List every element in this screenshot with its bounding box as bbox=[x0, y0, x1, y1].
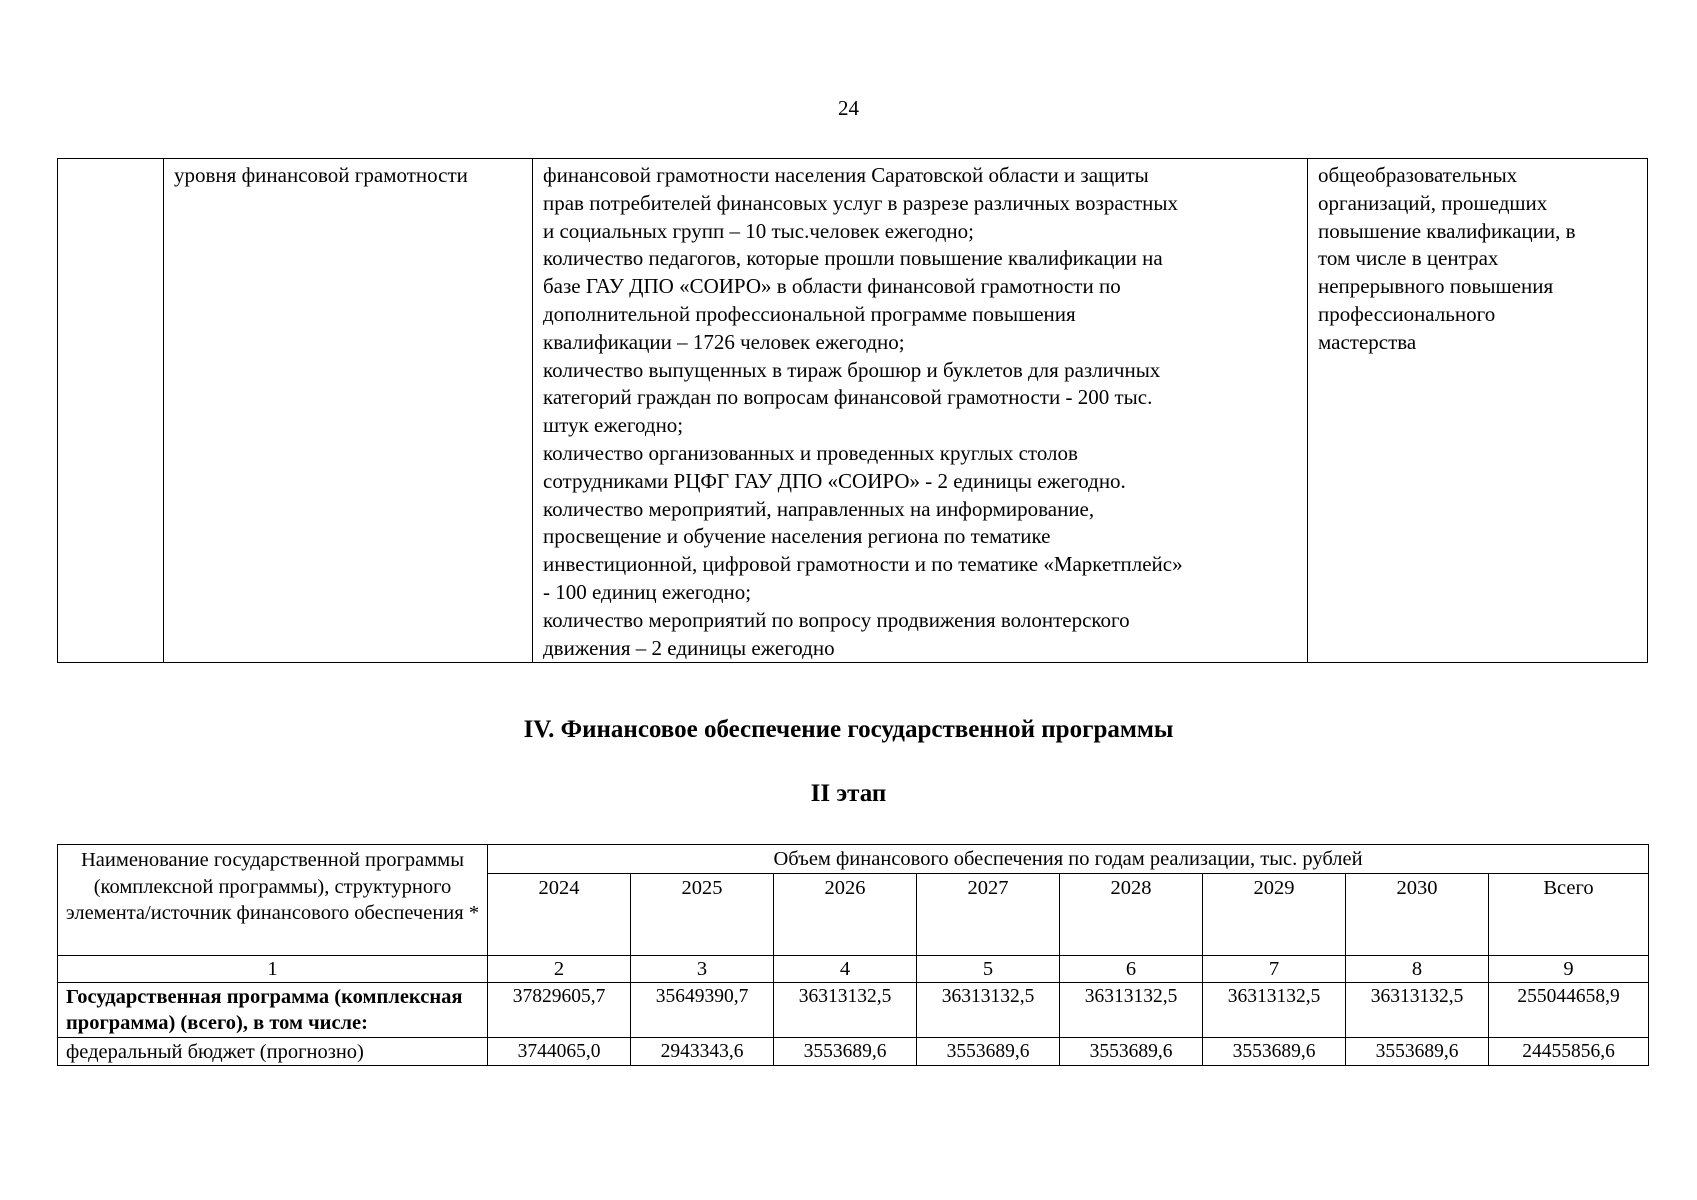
text-line: штук ежегодно; bbox=[543, 413, 684, 438]
year-header: 2024 bbox=[488, 873, 631, 955]
table-cell bbox=[58, 159, 164, 663]
results-cell bbox=[533, 159, 1308, 663]
column-number-row bbox=[58, 955, 1649, 982]
text-line: мастерства bbox=[1318, 329, 1417, 354]
text-line: количество организованных и проведенных круглых столов bbox=[543, 440, 1078, 465]
column-number: 1 bbox=[58, 955, 488, 982]
table-cell: уровня финансовой грамотности bbox=[164, 159, 533, 663]
value-cell: 36313132,5 bbox=[917, 982, 1060, 1037]
value-cell: 3553689,6 bbox=[1346, 1037, 1489, 1066]
row-name: федеральный бюджет (прогнозно) bbox=[58, 1037, 488, 1066]
page-number: 24 bbox=[838, 96, 859, 120]
volume-column-header: Объем финансового обеспечения по годам реализации, тыс. рублей bbox=[488, 845, 1649, 874]
value-cell: 37829605,7 bbox=[488, 982, 631, 1037]
text-line: дополнительной профессиональной программе повышения bbox=[543, 301, 1076, 326]
table-row bbox=[58, 982, 1649, 1037]
value-cell: 36313132,5 bbox=[774, 982, 917, 1037]
value-cell: 3744065,0 bbox=[488, 1037, 631, 1066]
text-line: движения – 2 единицы ежегодно bbox=[543, 635, 835, 660]
year-header: 2027 bbox=[917, 873, 1060, 955]
responsible-cell bbox=[1308, 159, 1648, 663]
text-line: финансовой грамотности населения Саратовской области и защиты bbox=[543, 163, 1149, 187]
text-line: повышение квалификации, в bbox=[1318, 218, 1576, 243]
column-number: 8 bbox=[1346, 955, 1489, 982]
value-cell: 3553689,6 bbox=[774, 1037, 917, 1066]
text-line: количество педагогов, которые прошли повышение квалификации на bbox=[543, 246, 1163, 271]
year-header: 2028 bbox=[1060, 873, 1203, 955]
year-header: 2026 bbox=[774, 873, 917, 955]
text-line: количество выпущенных в тираж брошюр и буклетов для различных bbox=[543, 357, 1161, 382]
text-line: непрерывного повышения bbox=[1318, 274, 1554, 299]
text-line: базе ГАУ ДПО «СОИРО» в области финансовой грамотности по bbox=[543, 274, 1121, 299]
text-line: количество мероприятий по вопросу продвижения волонтерского bbox=[543, 607, 1130, 632]
total-cell: 24455856,6 bbox=[1489, 1037, 1649, 1066]
text-line: организаций, прошедших bbox=[1318, 190, 1548, 215]
total-header: Всего bbox=[1489, 873, 1649, 955]
value-cell: 3553689,6 bbox=[917, 1037, 1060, 1066]
table-row bbox=[58, 159, 1648, 663]
text-line: категорий граждан по вопросам финансовой грамотности - 200 тыс. bbox=[543, 385, 1153, 410]
financing-table bbox=[57, 844, 1649, 1066]
total-cell: 255044658,9 bbox=[1489, 982, 1649, 1037]
text-line: инвестиционной, цифровой грамотности и по тематике «Маркетплейс» bbox=[543, 552, 1183, 577]
text-line: - 100 единиц ежегодно; bbox=[543, 579, 752, 604]
column-number: 2 bbox=[488, 955, 631, 982]
section-title: IV. Финансовое обеспечение государственной программы bbox=[523, 716, 1174, 743]
text-line: прав потребителей финансовых услуг в разрезе различных возрастных bbox=[543, 190, 1179, 215]
column-number: 9 bbox=[1489, 955, 1649, 982]
table-header-row bbox=[58, 845, 1649, 874]
year-header: 2029 bbox=[1203, 873, 1346, 955]
value-cell: 3553689,6 bbox=[1203, 1037, 1346, 1066]
stage-title: II этап bbox=[810, 780, 887, 807]
column-number: 6 bbox=[1060, 955, 1203, 982]
text-line: квалификации – 1726 человек ежегодно; bbox=[543, 329, 905, 354]
value-cell: 35649390,7 bbox=[631, 982, 774, 1037]
text-line: том числе в центрах bbox=[1318, 246, 1499, 271]
column-number: 3 bbox=[631, 955, 774, 982]
text-line: и социальных групп – 10 тыс.человек ежегодно; bbox=[543, 218, 974, 243]
value-cell: 36313132,5 bbox=[1203, 982, 1346, 1037]
row-name: Государственная программа (комплексная программа) (всего), в том числе: bbox=[58, 982, 488, 1037]
indicators-table bbox=[57, 158, 1648, 663]
name-column-header: Наименование государственной программы (комплексной программы), структурного элемента/источник финансового обеспечения * bbox=[58, 845, 488, 956]
column-number: 7 bbox=[1203, 955, 1346, 982]
column-number: 5 bbox=[917, 955, 1060, 982]
value-cell: 36313132,5 bbox=[1346, 982, 1489, 1037]
text-line: общеобразовательных bbox=[1318, 163, 1518, 187]
text-line: количество мероприятий, направленных на информирование, bbox=[543, 496, 1095, 521]
text-line: сотрудниками РЦФГ ГАУ ДПО «СОИРО» - 2 единицы ежегодно. bbox=[543, 468, 1126, 493]
year-header: 2030 bbox=[1346, 873, 1489, 955]
column-number: 4 bbox=[774, 955, 917, 982]
value-cell: 36313132,5 bbox=[1060, 982, 1203, 1037]
year-header: 2025 bbox=[631, 873, 774, 955]
text-line: профессионального bbox=[1318, 301, 1496, 326]
value-cell: 2943343,6 bbox=[631, 1037, 774, 1066]
table-row bbox=[58, 1037, 1649, 1066]
value-cell: 3553689,6 bbox=[1060, 1037, 1203, 1066]
text-line: просвещение и обучение населения региона по тематике bbox=[543, 524, 1051, 549]
